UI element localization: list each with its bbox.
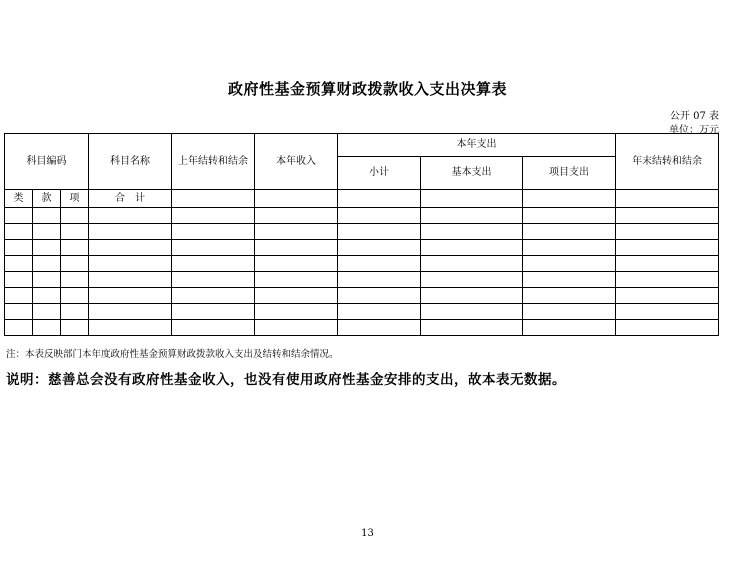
table-cell [255, 288, 338, 304]
table-cell [61, 320, 89, 336]
table-cell [89, 320, 172, 336]
table-cell [616, 256, 719, 272]
table-cell [61, 304, 89, 320]
table-cell [172, 240, 255, 256]
table-row [5, 320, 719, 336]
table-cell [61, 256, 89, 272]
table-cell [421, 224, 523, 240]
table-cell [338, 208, 421, 224]
table-cell [5, 224, 33, 240]
table-cell [523, 208, 616, 224]
table-cell [33, 304, 61, 320]
table-cell [172, 304, 255, 320]
table-cell [523, 304, 616, 320]
header-project-expense: 项目支出 [523, 157, 616, 190]
table-cell [172, 256, 255, 272]
table-cell [255, 272, 338, 288]
page-number: 13 [361, 528, 374, 539]
header-year-end-carryover: 年末结转和结余 [616, 134, 719, 190]
table-cell [33, 224, 61, 240]
table-code: 公开 07 表 [669, 111, 719, 122]
table-cell [5, 288, 33, 304]
table-cell [61, 208, 89, 224]
table-cell [338, 272, 421, 288]
header-prior-carryover: 上年结转和结余 [172, 134, 255, 190]
table-cell [61, 288, 89, 304]
table-cell [523, 190, 616, 208]
table-cell [89, 256, 172, 272]
table-cell [616, 320, 719, 336]
table-cell [89, 208, 172, 224]
table-cell [255, 224, 338, 240]
unit-label: 单位：万元 [669, 125, 719, 136]
table-cell [5, 208, 33, 224]
table-cell [33, 320, 61, 336]
table-cell [33, 240, 61, 256]
table-cell [5, 320, 33, 336]
table-row [5, 272, 719, 288]
table-row [5, 224, 719, 240]
table-row [5, 240, 719, 256]
table-cell [255, 304, 338, 320]
header-item: 项 [61, 190, 89, 208]
table-cell [89, 288, 172, 304]
table-cell [61, 272, 89, 288]
table-cell [61, 240, 89, 256]
table-cell [5, 304, 33, 320]
table-cell [338, 240, 421, 256]
table-cell [523, 288, 616, 304]
header-basic-expense: 基本支出 [421, 157, 523, 190]
table-cell [616, 190, 719, 208]
table-cell [172, 224, 255, 240]
budget-table [4, 133, 719, 336]
header-current-expense: 本年支出 [338, 134, 616, 157]
table-cell [421, 272, 523, 288]
table-cell [421, 320, 523, 336]
table-cell [33, 208, 61, 224]
table-cell [255, 256, 338, 272]
table-cell [33, 288, 61, 304]
table-cell [33, 272, 61, 288]
table-cell [616, 272, 719, 288]
table-cell [523, 272, 616, 288]
total-row-label: 合 计 [89, 190, 172, 208]
table-cell [172, 208, 255, 224]
table-cell [616, 240, 719, 256]
table-cell [523, 320, 616, 336]
table-cell [421, 208, 523, 224]
header-subject-name: 科目名称 [89, 134, 172, 190]
table-cell [338, 320, 421, 336]
table-row [5, 256, 719, 272]
table-cell [89, 224, 172, 240]
table-cell [255, 208, 338, 224]
table-cell [61, 224, 89, 240]
page-title: 政府性基金预算财政拨款收入支出决算表 [227, 80, 507, 98]
table-cell [338, 256, 421, 272]
table-cell [616, 304, 719, 320]
table-row [5, 208, 719, 224]
table-cell [523, 240, 616, 256]
table-cell [172, 288, 255, 304]
table-cell [421, 256, 523, 272]
table-cell [172, 190, 255, 208]
table-cell [421, 190, 523, 208]
header-section: 款 [33, 190, 61, 208]
header-subtotal: 小计 [338, 157, 421, 190]
table-cell [5, 256, 33, 272]
table-cell [89, 272, 172, 288]
table-cell [421, 240, 523, 256]
header-category: 类 [5, 190, 33, 208]
header-current-income: 本年收入 [255, 134, 338, 190]
table-note: 注：本表反映部门本年度政府性基金预算财政拨款收入支出及结转和结余情况。 [6, 349, 339, 360]
table-cell [523, 224, 616, 240]
table-cell [5, 272, 33, 288]
table-cell [89, 304, 172, 320]
table-cell [338, 224, 421, 240]
table-cell [616, 288, 719, 304]
table-cell [338, 288, 421, 304]
table-cell [255, 240, 338, 256]
table-cell [338, 304, 421, 320]
table-row [5, 304, 719, 320]
header-subject-code: 科目编码 [5, 134, 89, 190]
table-cell [421, 288, 523, 304]
table-cell [5, 240, 33, 256]
table-cell [255, 190, 338, 208]
explanation-text: 说明：慈善总会没有政府性基金收入，也没有使用政府性基金安排的支出，故本表无数据。 [6, 372, 566, 388]
table-cell [33, 256, 61, 272]
table-cell [338, 190, 421, 208]
table-cell [616, 224, 719, 240]
table-cell [255, 320, 338, 336]
table-cell [616, 208, 719, 224]
table-row [5, 288, 719, 304]
table-cell [172, 272, 255, 288]
table-cell [89, 240, 172, 256]
table-cell [523, 256, 616, 272]
table-cell [421, 304, 523, 320]
table-cell [172, 320, 255, 336]
